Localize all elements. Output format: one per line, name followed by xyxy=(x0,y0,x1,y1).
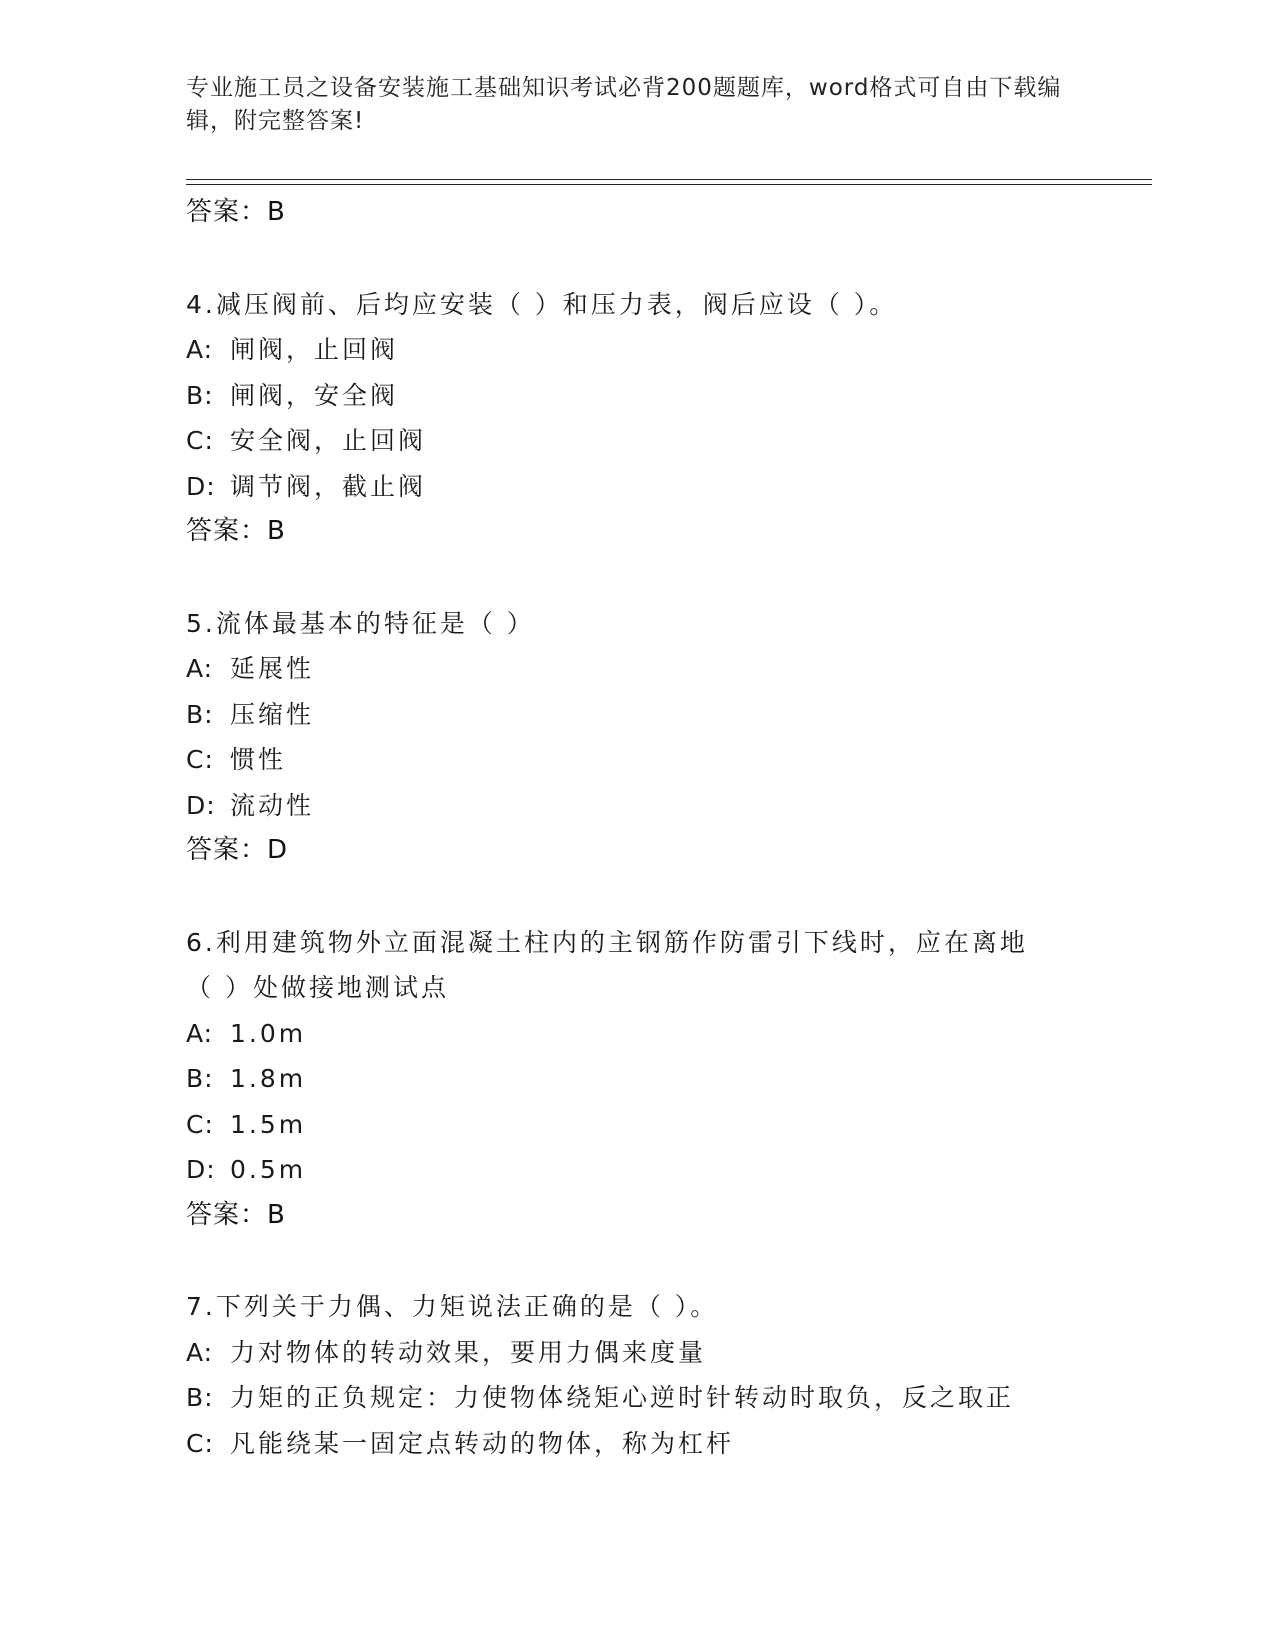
option-letter: A: xyxy=(186,335,214,364)
answer-line: 答案：B xyxy=(186,1199,286,1230)
option-d xyxy=(186,1147,1066,1193)
option-text: 闸阀，止回阀 xyxy=(230,335,399,364)
option-letter: B: xyxy=(186,380,214,410)
option-letter: D: xyxy=(186,471,216,501)
option-b xyxy=(186,692,1066,738)
question-block xyxy=(186,282,1066,555)
answer-line: 答案：D xyxy=(186,835,289,865)
option-letter: A: xyxy=(186,1018,214,1048)
option-d xyxy=(186,464,1066,510)
option-letter: C: xyxy=(186,745,214,774)
block-spacer xyxy=(186,555,1066,601)
answer-line: 答案：B xyxy=(186,516,286,546)
answer-line: 答案：B xyxy=(186,197,286,227)
option-text: 0.5m xyxy=(230,1155,307,1184)
option-letter: C: xyxy=(186,1428,214,1458)
question-block xyxy=(186,601,1066,874)
option-b xyxy=(186,373,1066,419)
option-letter: C: xyxy=(186,1109,214,1139)
option-a xyxy=(186,646,1066,692)
option-text: 惯性 xyxy=(230,745,287,774)
option-text: 1.5m xyxy=(230,1109,307,1139)
option-text: 闸阀，安全阀 xyxy=(230,380,399,410)
option-text: 凡能绕某一固定点转动的物体，称为杠杆 xyxy=(230,1428,735,1458)
option-a xyxy=(186,1330,1066,1376)
document-header: 专业施工员之设备安装施工基础知识考试必背200题题库，word格式可自由下载编辑，附完整答案! xyxy=(186,75,1062,134)
option-letter: B: xyxy=(186,1064,214,1093)
option-letter: D: xyxy=(186,1155,216,1184)
question-text: 7.下列关于力偶、力矩说法正确的是（ ）。 xyxy=(186,1292,719,1321)
option-c xyxy=(186,1421,1066,1467)
block-spacer xyxy=(186,236,1066,282)
option-a xyxy=(186,327,1066,373)
option-text: 1.8m xyxy=(230,1064,307,1093)
block-spacer xyxy=(186,1238,1066,1284)
question-text-line-1: 6.利用建筑物外立面混凝土柱内的主钢筋作防雷引下线时，应在离地 xyxy=(186,927,1028,957)
option-text: 1.0m xyxy=(230,1018,307,1048)
option-text: 延展性 xyxy=(230,654,315,683)
question-block xyxy=(186,1284,1066,1466)
block-spacer xyxy=(186,874,1066,920)
question-text-line-2: （ ）处做接地测试点 xyxy=(186,973,449,1002)
option-letter: A: xyxy=(186,654,214,683)
option-text: 流动性 xyxy=(230,790,315,820)
option-b xyxy=(186,1375,1066,1421)
document-page xyxy=(186,0,1146,1650)
header-divider-bottom xyxy=(186,184,1152,185)
question-text: 5.流体最基本的特征是（ ） xyxy=(186,608,535,638)
option-text: 调节阀，截止阀 xyxy=(230,471,427,501)
option-letter: C: xyxy=(186,426,214,455)
option-text: 压缩性 xyxy=(230,699,315,729)
header-divider-top xyxy=(186,179,1152,180)
option-letter: B: xyxy=(186,699,214,729)
question-list xyxy=(186,190,1066,1466)
question-block xyxy=(186,920,1066,1239)
option-c xyxy=(186,737,1066,783)
option-letter: D: xyxy=(186,790,216,820)
option-a xyxy=(186,1011,1066,1057)
question-text: 4.减压阀前、后均应安装（ ）和压力表，阀后应设（ ）。 xyxy=(186,289,898,319)
option-text: 安全阀，止回阀 xyxy=(230,426,427,455)
option-text: 力对物体的转动效果，要用力偶来度量 xyxy=(230,1337,707,1367)
option-text: 力矩的正负规定：力使物体绕矩心逆时针转动时取负，反之取正 xyxy=(230,1383,1015,1412)
option-d xyxy=(186,783,1066,829)
option-letter: A: xyxy=(186,1337,214,1367)
option-b xyxy=(186,1056,1066,1102)
option-c xyxy=(186,418,1066,464)
option-letter: B: xyxy=(186,1383,214,1412)
option-c xyxy=(186,1102,1066,1148)
